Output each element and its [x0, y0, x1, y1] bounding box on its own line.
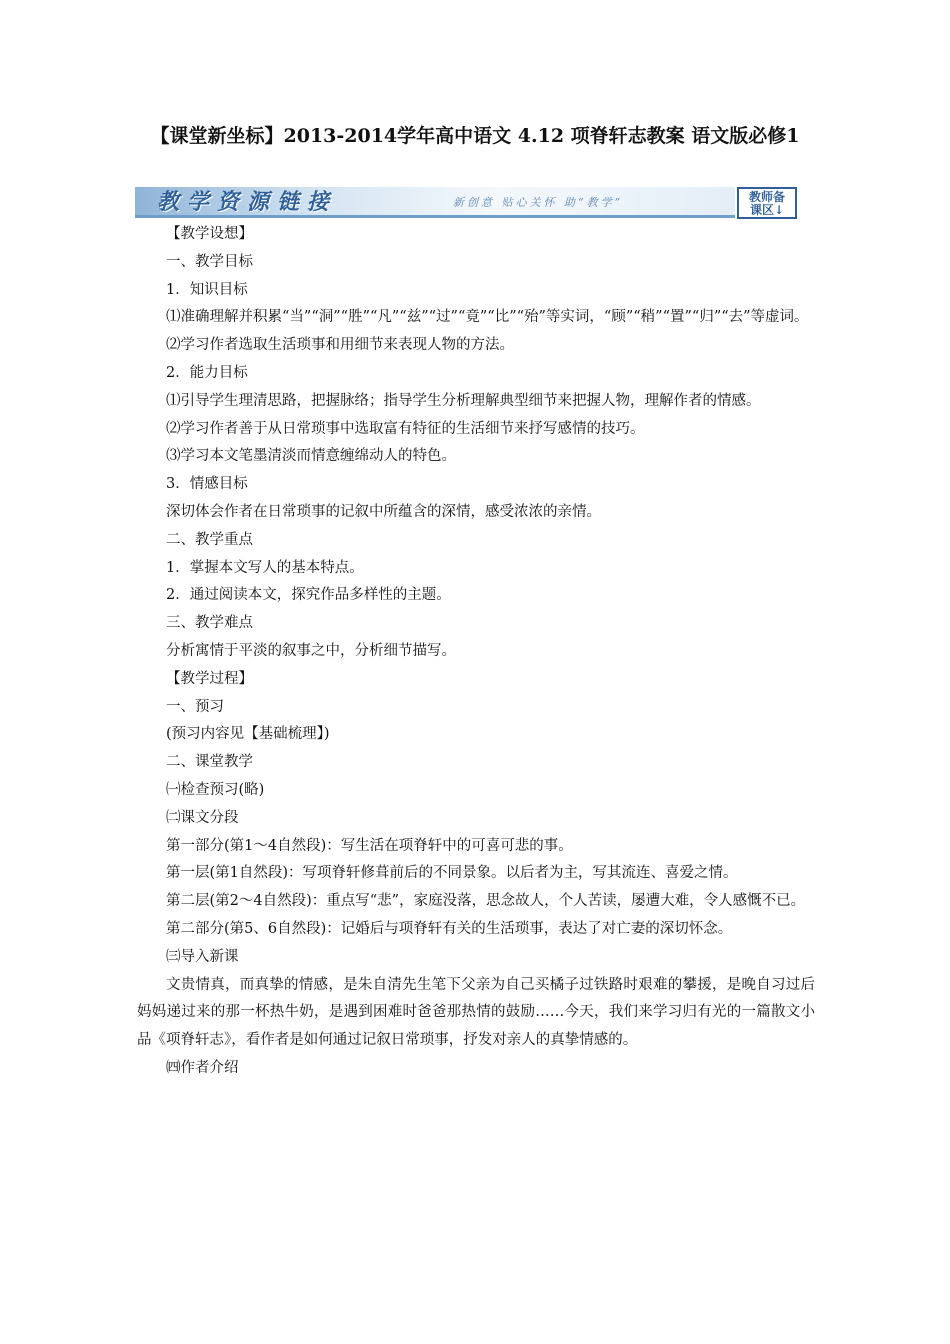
- paragraph: 一、预习: [166, 698, 224, 715]
- resource-banner: [135, 187, 800, 219]
- paragraph: (预习内容见【基础梳理】): [166, 726, 330, 743]
- paragraph: 3．情感目标: [166, 476, 248, 493]
- paragraph: ⑵学习作者善于从日常琐事中选取富有特征的生活细节来抒写感情的技巧。: [166, 420, 645, 437]
- paragraph: ㈠检查预习(略): [166, 781, 265, 798]
- paragraph: 第二层(第2～4自然段)：重点写“悲”，家庭没落，思念故人，个人苦读，屡遭大难，令人感慨不已。: [166, 893, 806, 910]
- paragraph: 二、教学重点: [166, 531, 253, 548]
- document-title: 【课堂新坐标】2013-2014学年高中语文 4.12 项脊轩志教案 语文版必修1: [150, 125, 800, 147]
- paragraph: ⑵学习作者选取生活琐事和用细节来表现人物的方法。: [166, 337, 514, 354]
- paragraph: 第二部分(第5、6自然段)：记婚后与项脊轩有关的生活琐事，表达了对亡妻的深切怀念。: [166, 920, 733, 937]
- banner-title: 教学资源链接: [157, 189, 338, 215]
- paragraph: ㈢导入新课: [166, 948, 239, 965]
- paragraph: ⑶学习本文笔墨清淡而情意缠绵动人的特色。: [166, 448, 456, 465]
- paragraph: 分析寓情于平淡的叙事之中，分析细节描写。: [166, 642, 456, 659]
- paragraph: 1．掌握本文写人的基本特点。: [166, 559, 364, 576]
- paragraph: ⑴引导学生理清思路，把握脉络；指导学生分析理解典型细节来把握人物，理解作者的情感。: [166, 392, 761, 409]
- teacher-badge-line1: 教师备: [748, 190, 785, 204]
- paragraph: 深切体会作者在日常琐事的记叙中所蕴含的深情，感受浓浓的亲情。: [166, 503, 601, 520]
- paragraph: ㈣作者介绍: [166, 1059, 239, 1076]
- paragraph: 二、课堂教学: [166, 754, 253, 771]
- paragraph: 2．通过阅读本文，探究作品多样性的主题。: [166, 587, 451, 604]
- paragraph: 第一部分(第1～4自然段)：写生活在项脊轩中的可喜可悲的事。: [166, 837, 573, 854]
- paragraph: 第一层(第1自然段)：写项脊轩修葺前后的不同景象。以后者为主，写其流连、喜爱之情。: [166, 865, 738, 882]
- paragraph: 【教学过程】: [166, 670, 253, 687]
- paragraph: 三、教学难点: [166, 615, 253, 632]
- teacher-badge-line2: 课区↓: [749, 203, 785, 217]
- banner-slogan: 新创意 贴心关怀 助“教学”: [453, 196, 624, 209]
- paragraph: 文贵情真，而真挚的情感，是朱自清先生笔下父亲为自己买橘子过铁路时艰难的攀援，是晚自习过后妈妈递过来的那一杯热牛奶，是遇到困难时爸爸那热情的鼓励……今天，我们来学习归有光的一篇散文小品《项脊轩志》，看作者是如何通过记叙日常琐事，抒发对亲人的真挚情感的。: [137, 976, 815, 1049]
- paragraph: ⑴准确理解并积累“当”“洞”“胜”“凡”“兹”“过”“竟”“比”“殆”等实词，“顾”“稍”“置”“归”“去”等虚词。: [166, 309, 809, 326]
- document-body: [137, 221, 815, 1083]
- paragraph: 2．能力目标: [166, 364, 248, 381]
- teacher-area-badge: [737, 187, 797, 219]
- paragraph: 一、教学目标: [166, 253, 253, 270]
- paragraph: ㈡课文分段: [166, 809, 239, 826]
- paragraph: 1．知识目标: [166, 281, 248, 298]
- paragraph: 【教学设想】: [166, 226, 253, 242]
